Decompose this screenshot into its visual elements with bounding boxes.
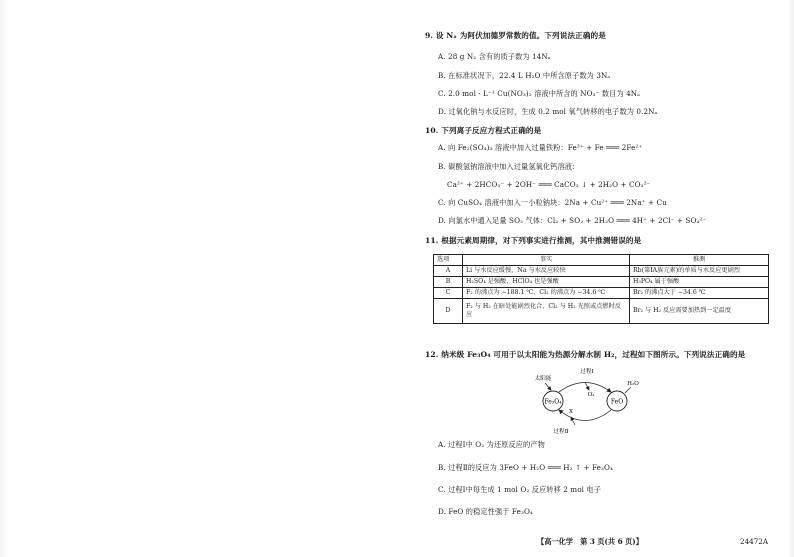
x-label: X xyxy=(569,409,573,415)
q10-option-d: D. 向氯水中通入足量 SO₂ 气体：Cl₂ + SO₂ + 2H₂O ═══ 4H⁺ + 2Cl⁻ + SO₄²⁻ xyxy=(438,216,707,225)
table-cell: Br₂ 的沸点大于 −34.6 ℃ xyxy=(630,288,769,299)
q10-option-b-equation: Ca²⁺ + 2HCO₃⁻ + 2OH⁻ ═══ CaCO₃ ↓ + 2H₂O + CO₃²⁻ xyxy=(447,180,651,189)
table-cell: F₂ 的沸点为 −188.1 ℃，Cl₂ 的沸点为 −34.6 ℃ xyxy=(463,288,630,299)
h2o-arrow xyxy=(625,387,631,393)
q10-option-a: A. 向 Fe₂(SO₄)₃ 溶液中加入过量铁粉：Fe³⁺ + Fe ═══ 2Fe²⁺ xyxy=(438,143,643,152)
q10-option-c: C. 向 CuSO₄ 溶液中加入一小粒钠块：2Na + Cu²⁺ ═══ 2Na⁺ + Cu xyxy=(438,198,667,207)
table-header-fact: 事实 xyxy=(463,255,630,266)
q9-option-d: D. 过氧化钠与水反应时，生成 0.2 mol 氧气转移的电子数为 0.2Nₐ xyxy=(438,107,658,116)
table-cell: H₃PO₄ 属于强酸 xyxy=(630,277,769,288)
paper-code: 24472A xyxy=(740,537,769,546)
table-cell: Rb(第ⅠA族元素)的单质与水反应更剧烈 xyxy=(630,266,769,277)
q10-option-b: B. 碳酸氢钠溶液中加入过量氢氧化钙溶液： xyxy=(438,162,580,171)
process-1-arrow xyxy=(559,383,611,393)
table-header-inference: 推测 xyxy=(630,255,769,266)
q12-stem: 12. 纳米级 Fe₃O₄ 可用于以太阳能为热源分解水制 H₂，过程如下图所示。下列说法正确的是 xyxy=(425,350,746,359)
q9-option-a: A. 28 g N₂ 含有的质子数为 14Nₐ xyxy=(438,52,551,61)
table-header-option: 选项 xyxy=(434,255,463,266)
q11-stem: 11. 根据元素周期律，对下列事实进行推测，其中推测错误的是 xyxy=(425,236,642,245)
table-row xyxy=(434,288,769,299)
table-cell: F₂ 与 H₂ 在暗处能剧烈化合，Cl₂ 与 H₂ 光照或点燃时反应 xyxy=(463,299,630,324)
q9-option-b: B. 在标准状况下，22.4 L H₂O 中所含原子数为 3Nₐ xyxy=(438,71,611,80)
q10-stem: 10. 下列离子反应方程式正确的是 xyxy=(425,126,542,135)
table-cell: A xyxy=(434,266,463,277)
table-header-row xyxy=(434,255,769,266)
table-row xyxy=(434,266,769,277)
solar-arrow xyxy=(545,383,551,390)
table-cell: H₂SO₄ 是强酸，HClO₄ 也是强酸 xyxy=(463,277,630,288)
page-footer: 【高一化学 第 3 页(共 6 页)】 xyxy=(537,537,643,546)
process-1-label: 过程Ⅰ xyxy=(580,369,594,375)
table-cell: Li 与水反应缓慢，Na 与水反应较快 xyxy=(463,266,630,277)
table-cell: B xyxy=(434,277,463,288)
table-cell: D xyxy=(434,299,463,324)
table-cell: C xyxy=(434,288,463,299)
h2o-label: H₂O xyxy=(627,381,639,387)
q12-option-b: B. 过程Ⅱ的反应为 3FeO + H₂O ═══ H₂ ↑ + Fe₃O₄ xyxy=(438,463,613,472)
table-row xyxy=(434,277,769,288)
process-2-arrow xyxy=(559,410,611,421)
fe3o4-label: Fe₃O₄ xyxy=(544,398,562,406)
solar-energy-label: 太阳能 xyxy=(534,376,552,382)
q12-option-c: C. 过程Ⅰ中每生成 1 mol O₂ 反应转移 2 mol 电子 xyxy=(438,485,601,494)
o2-label: O₂ xyxy=(587,392,595,398)
feo-label: FeO xyxy=(610,398,624,406)
o2-arrow xyxy=(585,382,589,390)
table-cell: Br₂ 与 H₂ 反应需要加热到一定温度 xyxy=(630,299,769,324)
q9-option-c: C. 2.0 mol · L⁻¹ Cu(NO₃)₂ 溶液中所含的 NO₃⁻ 数目为 4Nₐ xyxy=(438,89,641,98)
q9-stem: 9. 设 Nₐ 为阿伏加德罗常数的值。下列说法正确的是 xyxy=(425,31,606,40)
q12-option-a: A. 过程Ⅰ中 O₂ 为还原反应的产物 xyxy=(438,440,545,449)
fe3o4-cycle-diagram xyxy=(525,365,645,435)
table-row xyxy=(434,299,769,324)
q12-option-d: D. FeO 的稳定性强于 Fe₃O₄ xyxy=(438,507,533,516)
q11-table xyxy=(433,254,769,324)
process-2-label: 过程Ⅱ xyxy=(553,429,569,435)
